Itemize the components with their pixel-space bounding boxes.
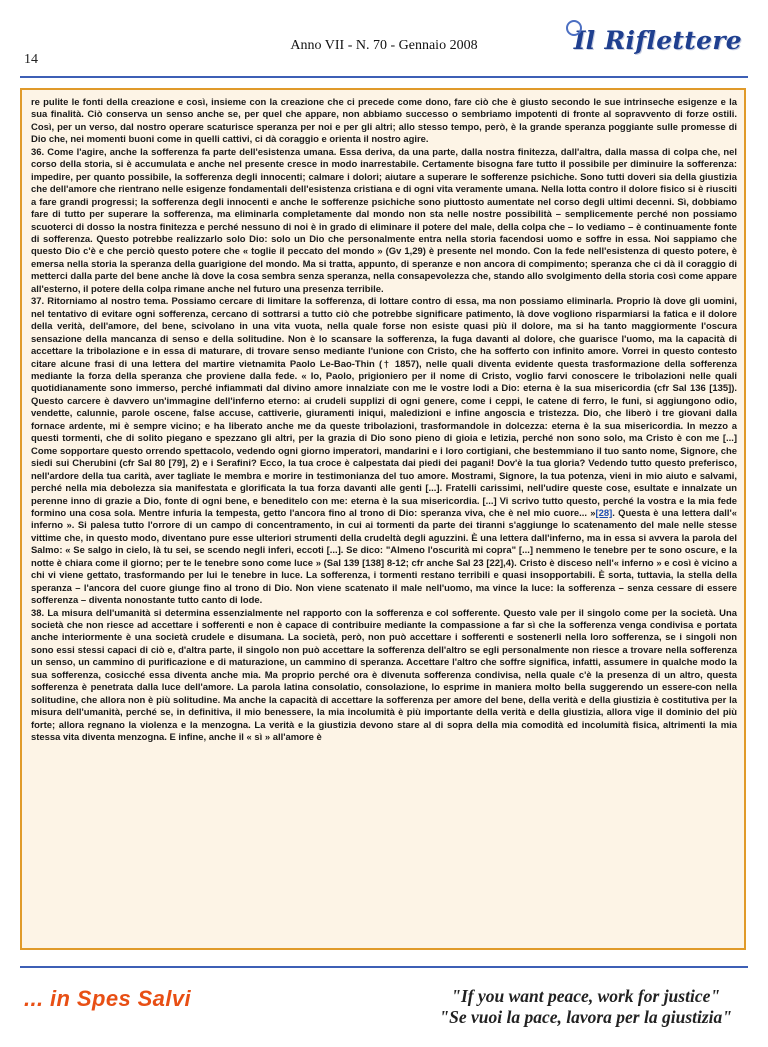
footer-source-title: ... in Spes Salvi [24, 986, 191, 1011]
footer-motto [439, 986, 732, 1028]
paragraph-37-text: 37. Ritorniamo al nostro tema. Possiamo cercare di limitare la sofferenza, di lottare contro di essa, ma non possiamo eliminarla. Proprio là dove gli uomini, nel tentativo di evitare ogni sofferenza, cercano di sottrarsi a tutto ciò che potrebbe significare patimento, là dove vogliono risparmiarsi la fatica e il dolore della verità, dell'amore, del bene, scivolano in una vita vuota, nella quale forse non esiste quasi più il dolore, ma si ha tanto maggiormente l'oscura sensazione della mancanza di senso e della solitudine. Non è lo scansare la sofferenza, la fuga davanti al dolore, che guarisce l'uomo, ma la capacità di accettare la tribolazione e in essa di maturare, di trovare senso mediante l'unione con Cristo, che ha sofferto con infinito amore. Vorrei in questo contesto citare alcune frasi di una lettera del martire vietnamita Paolo Le-Bao-Thin († 1857), nelle quali diventa evidente questa trasformazione della sofferenza mediante la forza della speranza che proviene dalla fede. « Io, Paolo, prigioniero per il nome di Cristo, voglio farvi conoscere le tribolazioni nelle quali quotidianamente sono immerso, perché infiammati dal divino amore innalziate con me le vostre lodi a Dio: eterna è la sua misericordia (cfr Sal 136 [135]). Questo carcere è davvero un'immagine dell'inferno eterno: ai crudeli supplizi di ogni genere, come i ceppi, le catene di ferro, le funi, si aggiungono odio, vendette, calunnie, parole oscene, false accuse, cattiverie, giuramenti iniqui, maledizioni e infine angoscia e tristezza. Dio, che liberò i tre giovani dalla fornace ardente, mi è sempre vicino; e ha liberato anche me da queste tribolazioni, trasformandole in dolcezza: eterna è la sua misericordia. In mezzo a questi tormenti, che di solito piegano e spezzano gli altri, per la grazia di Dio sono pieno di gioia e letizia, perché non sono solo, ma Cristo è con me [...] Come sopportare questo orrendo spettacolo, vedendo ogni giorno imperatori, mandarini e i loro cortigiani, che bestemmiano il tuo santo nome, Signore, che siedi sui Cherubini (cfr Sal 80 [79], 2) e i Serafini? Ecco, la tua croce è calpestata dai piedi dei pagani! Dov'è la tua gloria? Vedendo tutto questo preferisco, nell'ardore della tua carità, aver tagliate le membra e morire in testimonianza del tuo amore. Mostrami, Signore, la tua potenza, vieni in mio aiuto e salvami, perché nella mia debolezza sia manifestata e glorificata la tua forza davanti alle genti [...]. Fratelli carissimi, nell'udire queste cose, esultate e innalzate un perenne inno di grazie a Dio, fonte di ogni bene, e beneditelo con me: eterna è la sua misericordia. [...] Vi scrivo tutto questo, perché la vostra e la mia fede formino una cosa sola. Mentre infuria la tempesta, getto l'ancora fino al trono di Dio: speranza viva, che è nel mio cuore... » [31, 296, 737, 519]
logo-text: Il Riflettere [573, 26, 742, 55]
paragraph-37-continued: . Questa è una lettera dall'« inferno ». Si palesa tutto l'orrore di un campo di concentramento, in cui ai tormenti da parte dei tiranni s'aggiunge lo scatenamento del male nelle stesse vittime che, in questo modo, diventano pure esse ulteriori strumenti della crudeltà degli aguzzini. È una lettera dall'inferno, ma in essa si avvera la parola del Salmo: « Se salgo in cielo, là tu sei, se scendo negli inferi, eccoti [...]. Se dico: "Almeno l'oscurità mi copra" [...] nemmeno le tenebre per te sono oscure, e la notte è chiara come il giorno; per te le tenebre sono come luce » (Sal 139 [138] 8-12; cfr anche Sal 23 [22],4). Cristo è disceso nell'« inferno » e così è vicino a chi vi viene gettato, trasformando per lui le tenebre in luce. La sofferenza, i tormenti restano terribili e quasi insopportabili. È sorta, tuttavia, la stella della speranza – l'ancora del cuore giunge fino al trono di Dio. Non viene scatenato il male nell'uomo, ma vince la luce: la sofferenza – senza cessare di essere sofferenza – diventa nonostante tutto canto di lode. [31, 507, 737, 607]
masthead-logo [574, 26, 742, 55]
paragraph-36: 36. Come l'agire, anche la sofferenza fa parte dell'esistenza umana. Essa deriva, da una parte, dalla nostra finitezza, dall'altra, dalla massa di colpa che, nel corso della storia, si è accumulata e anche nel presente cresce in modo inarrestabile. Certamente bisogna fare tutto il possibile per diminuire la sofferenza: impedire, per quanto possibile, la sofferenza degli innocenti; calmare i dolori; aiutare a superare le sofferenze psichiche. Sono tutti doveri sia della giustizia che dell'amore che rientrano nelle esigenze fondamentali dell'esistenza cristiana e di ogni vita veramente umana. Nella lotta contro il dolore fisico si è riusciti a fare grandi progressi; la sofferenza degli innocenti e anche le sofferenze psichiche sono piuttosto aumentate nel corso degli ultimi decenni. Sì, dobbiamo fare di tutto per superare la sofferenza, ma eliminarla completamente dal mondo non sta nelle nostre possibilità – semplicemente perché non possiamo scuoterci di dosso la nostra finitezza e perché nessuno di noi è in grado di eliminare il potere del male, della colpa che – lo vediamo – è continuamente fonte di sofferenza. Questo potrebbe realizzarlo solo Dio: solo un Dio che personalmente entra nella storia facendosi uomo e soffre in essa. Noi sappiamo che questo Dio c'è e che perciò questo potere che « toglie il peccato del mondo » (Gv 1,29) è presente nel mondo. Con la fede nell'esistenza di questo potere, è emersa nella storia la speranza della guarigione del mondo. Ma si tratta, appunto, di speranze e non ancora di compimento; speranza che ci dà il coraggio di metterci dalla parte del bene anche là dove la cosa sembra senza speranza, nella consapevolezza che, stando allo svolgimento della storia così come appare all'esterno, il potere della colpa rimane anche nel futuro una presenza terribile. [31, 146, 737, 295]
page-number: 14 [24, 52, 38, 67]
footer-divider [20, 966, 748, 968]
article-box [20, 88, 746, 950]
paragraph-37 [31, 296, 737, 607]
header-divider [20, 76, 748, 78]
logo-ring-icon [566, 20, 582, 36]
motto-english: "If you want peace, work for justice" [451, 986, 721, 1006]
issue-info: Anno VII - N. 70 - Gennaio 2008 [290, 38, 478, 53]
motto-italian: "Se vuoi la pace, lavora per la giustizia" [439, 1007, 732, 1027]
paragraph-intro: re pulite le fonti della creazione e così, insieme con la creazione che ci precede come dono, fare ciò che è giusto secondo le sue intrinseche esigenze e la sua finalità. Ciò conserva un senso anche se, per quel che appare, non abbiamo successo o sembriamo impotenti di fronte al sopravvento di forze ostili. Così, per un verso, dal nostro operare scaturisce speranza per noi e per gli altri; allo stesso tempo, però, è la grande speranza poggiante sulle promesse di Dio che, nei momenti buoni come in quelli cattivi, ci dà coraggio e orienta il nostro agire. [31, 97, 737, 146]
footnote-link-28[interactable]: [28] [595, 507, 613, 519]
paragraph-38: 38. La misura dell'umanità si determina essenzialmente nel rapporto con la sofferenza e col sofferente. Questo vale per il singolo come per la società. Una società che non riesce ad accettare i sofferenti e non è capace di contribuire mediante la compassione a far sì che la sofferenza venga condivisa e portata anche interiormente è una società crudele e disumana. La società, però, non può accettare i sofferenti e sostenerli nella loro sofferenza, se i singoli non sono essi stessi capaci di ciò e, d'altra parte, il singolo non può accettare la sofferenza dell'altro se egli personalmente non riesce a trovare nella sofferenza un senso, un cammino di purificazione e di maturazione, un cammino di speranza. Accettare l'altro che soffre significa, infatti, assumere in qualche modo la sua sofferenza, cosicché essa diventa anche mia. Ma proprio perché ora è divenuta sofferenza condivisa, nella quale c'è la presenza di un altro, questa sofferenza è penetrata dalla luce dell'amore. La parola latina consolatio, consolazione, lo esprime in maniera molto bella suggerendo un essere-con nella solitudine, che allora non è più solitudine. Ma anche la capacità di accettare la sofferenza per amore del bene, della verità e della giustizia è costitutiva per la misura dell'umanità, perché se, in definitiva, il mio benessere, la mia incolumità è più importante della verità e della giustizia, allora vige il dominio del più forte; allora regnano la violenza e la menzogna. La verità e la giustizia devono stare al di sopra della mia comodità ed incolumità fisica, altrimenti la mia stessa vita diventa menzogna. E infine, anche il « sì » all'amore è [31, 607, 737, 744]
